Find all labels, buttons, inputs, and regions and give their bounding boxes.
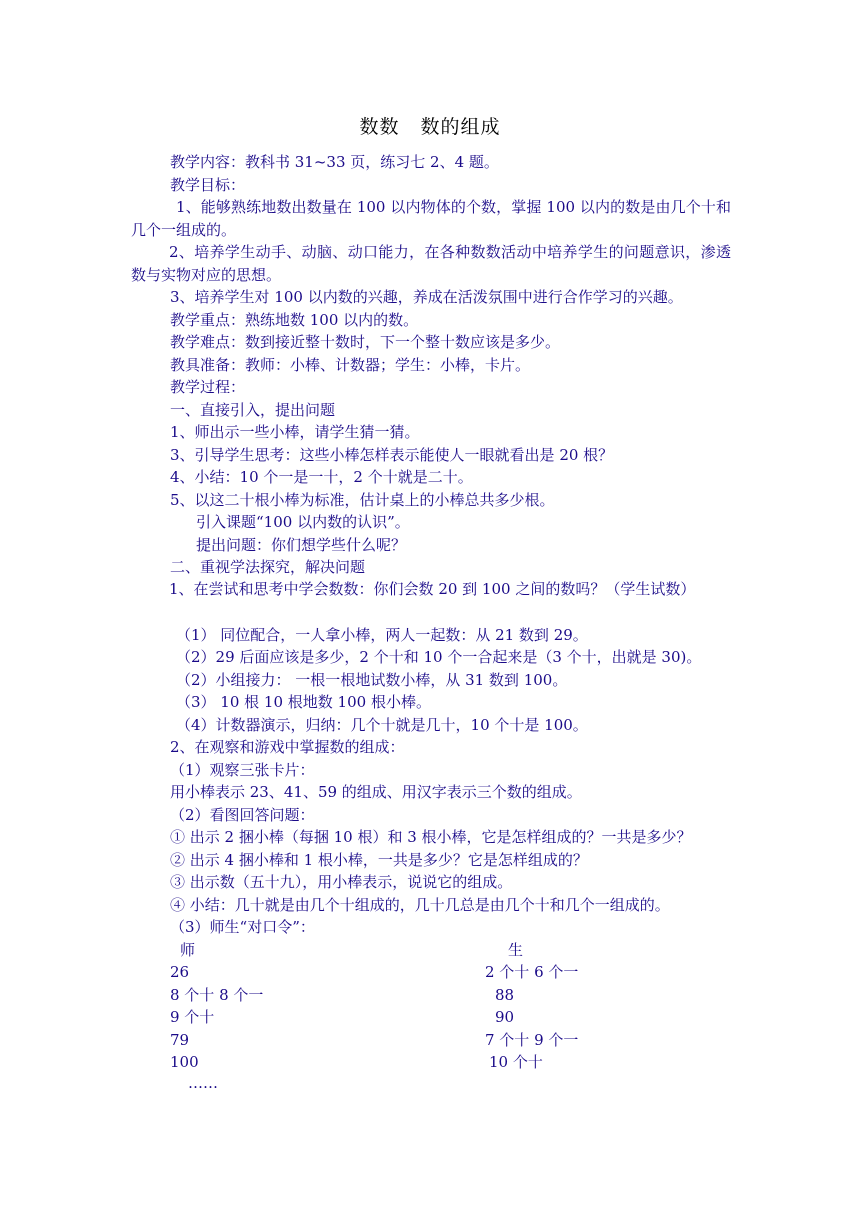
student-column-heading: 生 bbox=[508, 941, 524, 959]
ellipsis: …… bbox=[188, 1074, 218, 1092]
question-3: （3）师生“对口令”： bbox=[170, 918, 315, 936]
point-4: （3） 10 根 10 根地数 100 根小棒。 bbox=[176, 693, 431, 711]
step-1-4: 4、小结：10 个一是一十，2 个十就是二十。 bbox=[170, 468, 473, 486]
teacher-column-heading: 师 bbox=[180, 941, 196, 959]
goal-2: 2、培养学生动手、动脑、动口能力，在各种数数活动中培养学生的问题意识，渗透数与实物对应的思想。 bbox=[131, 243, 731, 284]
step-2-2: 2、在观察和游戏中掌握数的组成： bbox=[170, 738, 405, 756]
teaching-tools: 教具准备：教师：小棒、计数器；学生：小棒，卡片。 bbox=[170, 356, 531, 374]
section-1-heading: 一、直接引入，提出问题 bbox=[170, 401, 336, 419]
goal-3: 3、培养学生对 100 以内数的兴趣，养成在活泼氛围中进行合作学习的兴趣。 bbox=[170, 288, 683, 306]
dialog-student-1: 2 个十 6 个一 bbox=[485, 963, 579, 981]
dialog-student-4: 7 个十 9 个一 bbox=[485, 1031, 579, 1049]
process-heading: 教学过程： bbox=[170, 378, 246, 396]
key-point: 教学重点：熟练地数 100 以内的数。 bbox=[170, 311, 419, 329]
point-1: （1） 同位配合，一人拿小棒，两人一起数：从 21 数到 29。 bbox=[176, 626, 588, 644]
circle-item-2: ② 出示 4 捆小棒和 1 根小棒，一共是多少？它是怎样组成的？ bbox=[170, 851, 588, 869]
dialog-student-5: 10 个十 bbox=[489, 1053, 543, 1071]
circle-item-4: ④ 小结：几十就是由几个十组成的，几十几总是由几个十和几个一组成的。 bbox=[170, 896, 670, 914]
page-title: 数数 数的组成 bbox=[359, 116, 501, 138]
dialog-teacher-4: 79 bbox=[170, 1031, 190, 1049]
goal-1: 1、能够熟练地数出数量在 100 以内物体的个数，掌握 100 以内的数是由几个十和几个一组成的。 bbox=[131, 198, 731, 239]
dialog-teacher-1: 26 bbox=[170, 963, 190, 981]
dialog-teacher-2: 8 个十 8 个一 bbox=[170, 986, 264, 1004]
intro-topic: 引入课题“100 以内数的认识”。 bbox=[196, 513, 410, 531]
step-2-1: 1、在尝试和思考中学会数数：你们会数 20 到 100 之间的数吗？（学生试数） bbox=[169, 580, 696, 598]
circle-item-3: ③ 出示数（五十九），用小棒表示，说说它的组成。 bbox=[170, 873, 513, 891]
dialog-teacher-5: 100 bbox=[170, 1053, 199, 1071]
question-1-detail: 用小棒表示 23、41、59 的组成、用汉字表示三个数的组成。 bbox=[170, 783, 582, 801]
difficult-point: 教学难点：数到接近整十数时，下一个整十数应该是多少。 bbox=[170, 333, 561, 351]
ask-question: 提出问题：你们想学些什么呢？ bbox=[196, 536, 407, 554]
teaching-content: 教学内容：教科书 31~33 页，练习七 2、4 题。 bbox=[170, 153, 499, 171]
circle-item-1: ① 出示 2 捆小棒（每捆 10 根）和 3 根小棒，它是怎样组成的？一共是多少？ bbox=[170, 828, 692, 846]
step-1-5: 5、以这二十根小棒为标准，估计桌上的小棒总共多少根。 bbox=[170, 491, 555, 509]
dialog-teacher-3: 9 个十 bbox=[170, 1008, 215, 1026]
dialog-student-2: 88 bbox=[495, 986, 515, 1004]
question-2: （2）看图回答问题： bbox=[170, 806, 315, 824]
question-1: （1）观察三张卡片： bbox=[170, 761, 315, 779]
goals-heading: 教学目标： bbox=[170, 176, 246, 194]
point-2: （2）29 后面应该是多少，2 个十和 10 个一合起来是（3 个十，出就是 30)。 bbox=[176, 648, 702, 666]
section-2-heading: 二、重视学法探究，解决问题 bbox=[170, 558, 366, 576]
step-1-1: 1、师出示一些小棒，请学生猜一猜。 bbox=[170, 423, 420, 441]
dialog-student-3: 90 bbox=[495, 1008, 515, 1026]
point-3: （2）小组接力： 一根一根地试数小棒，从 31 数到 100。 bbox=[176, 671, 568, 689]
point-5: （4）计数器演示，归纳：几个十就是几十，10 个十是 100。 bbox=[176, 716, 588, 734]
step-1-3: 3、引导学生思考：这些小棒怎样表示能使人一眼就看出是 20 根？ bbox=[170, 446, 614, 464]
